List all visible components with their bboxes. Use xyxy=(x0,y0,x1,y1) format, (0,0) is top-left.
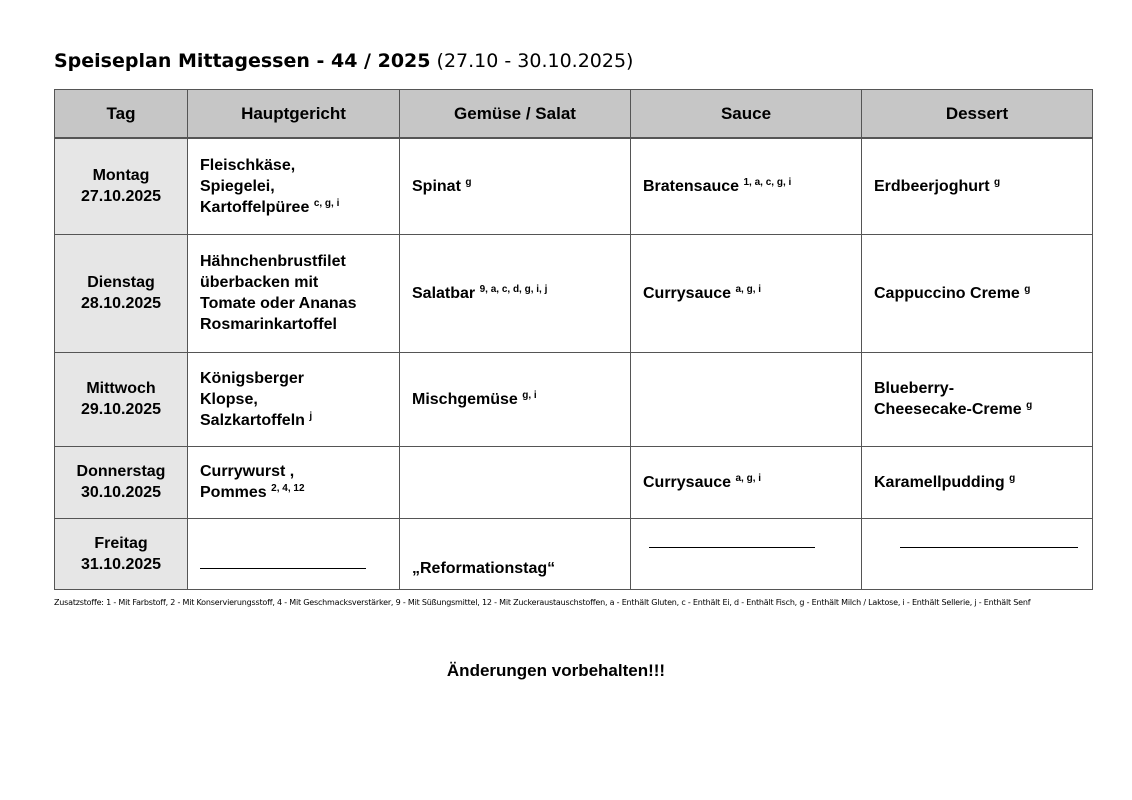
day-date: 28.10.2025 xyxy=(80,295,162,312)
main-dish-line: Klopse, xyxy=(200,390,258,408)
title-bold: Speiseplan Mittagessen - 44 / 2025 xyxy=(54,50,431,72)
main-dish-cell xyxy=(188,234,400,352)
header-tag: Tag xyxy=(55,90,188,139)
main-dish-line: überbacken mit xyxy=(200,274,319,291)
main-dish-line: Hähnchenbrustfilet xyxy=(200,253,346,270)
dessert-cell xyxy=(862,446,1093,518)
sauce-cell xyxy=(631,518,862,589)
title-date-range: (27.10 - 30.10.2025) xyxy=(436,50,634,72)
allergen-codes: g xyxy=(1026,400,1033,411)
table-row xyxy=(55,352,1093,446)
allergen-codes: j xyxy=(309,410,313,422)
sauce-name: Bratensauce xyxy=(643,177,740,195)
allergen-codes: g xyxy=(1009,472,1016,484)
vegetable-name: Spinat xyxy=(412,177,461,195)
sauce-cell xyxy=(631,138,862,234)
vegetable-cell xyxy=(400,352,631,446)
main-dish-line: Spiegelei, xyxy=(200,177,275,195)
main-dish-line: Kartoffelpüree xyxy=(200,198,310,216)
allergen-codes: g, i xyxy=(522,389,537,401)
table-row xyxy=(55,446,1093,518)
main-dish-line: Königsberger xyxy=(200,369,305,387)
dessert-name: Cappuccino Creme xyxy=(874,284,1020,302)
sauce-cell xyxy=(631,352,862,446)
day-date: 27.10.2025 xyxy=(80,188,162,206)
dessert-cell xyxy=(862,138,1093,234)
allergen-codes: g xyxy=(465,176,472,188)
day-date: 31.10.2025 xyxy=(80,555,162,573)
day-date: 29.10.2025 xyxy=(80,401,162,418)
allergen-codes: a, g, i xyxy=(735,283,762,295)
blank-line xyxy=(200,568,366,569)
vegetable-cell xyxy=(400,234,631,352)
table-row xyxy=(55,518,1093,589)
holiday-label: „Reformationstag“ xyxy=(412,559,556,577)
vegetable-name: Mischgemüse xyxy=(412,390,518,408)
main-dish-cell xyxy=(188,352,400,446)
table-row xyxy=(55,234,1093,352)
main-dish-cell xyxy=(188,138,400,234)
footer-notice: Änderungen vorbehalten!!! xyxy=(446,661,666,680)
dessert-cell xyxy=(862,234,1093,352)
main-dish-line: Salzkartoffeln xyxy=(200,411,305,429)
sauce-cell xyxy=(631,446,862,518)
day-name: Mittwoch xyxy=(86,380,156,397)
main-dish-cell xyxy=(188,446,400,518)
dessert-name: Karamellpudding xyxy=(874,473,1005,491)
day-name: Donnerstag xyxy=(76,463,166,480)
menu-table xyxy=(54,89,1093,590)
main-dish-line: Currywurst , xyxy=(200,463,295,480)
sauce-cell xyxy=(631,234,862,352)
header-row xyxy=(55,90,1093,139)
vegetable-cell xyxy=(400,446,631,518)
dessert-cell xyxy=(862,518,1093,589)
day-name: Dienstag xyxy=(87,274,155,291)
vegetable-name: Salatbar xyxy=(412,284,476,302)
day-cell xyxy=(55,234,188,352)
header-dessert: Dessert xyxy=(862,90,1093,139)
sauce-name: Currysauce xyxy=(643,473,732,491)
main-dish-line: Pommes xyxy=(200,484,272,501)
day-cell xyxy=(55,446,188,518)
day-cell xyxy=(55,352,188,446)
vegetable-cell xyxy=(400,518,631,589)
allergen-codes: a, g, i xyxy=(735,472,762,484)
allergen-codes: g xyxy=(1024,283,1031,295)
header-hauptgericht: Hauptgericht xyxy=(188,90,400,139)
blank-line xyxy=(900,547,1078,548)
page-title xyxy=(54,50,633,72)
dessert-cell xyxy=(862,352,1093,446)
dessert-name: Erdbeerjoghurt xyxy=(874,177,990,195)
header-gemuese-salat: Gemüse / Salat xyxy=(400,90,631,139)
additives-note: Zusatzstoffe: 1 - Mit Farbstoff, 2 - Mit Konservierungsstoff, 4 - Mit Geschmacksverstärker, 9 - Mit Süßungsmittel, 12 - Mit Zuckeraustauschstoffen, a - Enthält Gluten, c - Enthält Ei, d - Enthält Fisch, g - Enthält Milch / Laktose, i - Enthält Sellerie, j - Enthält Senf xyxy=(54,598,1031,607)
blank-line xyxy=(649,547,815,548)
dessert-name: Cheesecake-Creme xyxy=(874,401,1022,418)
main-dish-line: Tomate oder Ananas xyxy=(200,295,357,312)
allergen-codes: c, g, i xyxy=(313,197,340,209)
allergen-codes: g xyxy=(994,176,1001,188)
allergen-codes: 9, a, c, d, g, i, j xyxy=(479,283,548,295)
day-name: Montag xyxy=(92,167,150,185)
vegetable-cell xyxy=(400,138,631,234)
main-dish-line: Fleischkäse, xyxy=(200,156,296,174)
header-sauce: Sauce xyxy=(631,90,862,139)
day-date: 30.10.2025 xyxy=(80,484,162,501)
main-dish-cell xyxy=(188,518,400,589)
day-name: Freitag xyxy=(94,534,148,552)
sauce-name: Currysauce xyxy=(643,284,732,302)
allergen-codes: 1, a, c, g, i xyxy=(743,176,792,188)
dessert-name: Blueberry- xyxy=(874,380,955,397)
day-cell xyxy=(55,138,188,234)
allergen-codes: 2, 4, 12 xyxy=(271,483,305,494)
main-dish-line: Rosmarinkartoffel xyxy=(200,316,337,333)
day-cell xyxy=(55,518,188,589)
table-row xyxy=(55,138,1093,234)
